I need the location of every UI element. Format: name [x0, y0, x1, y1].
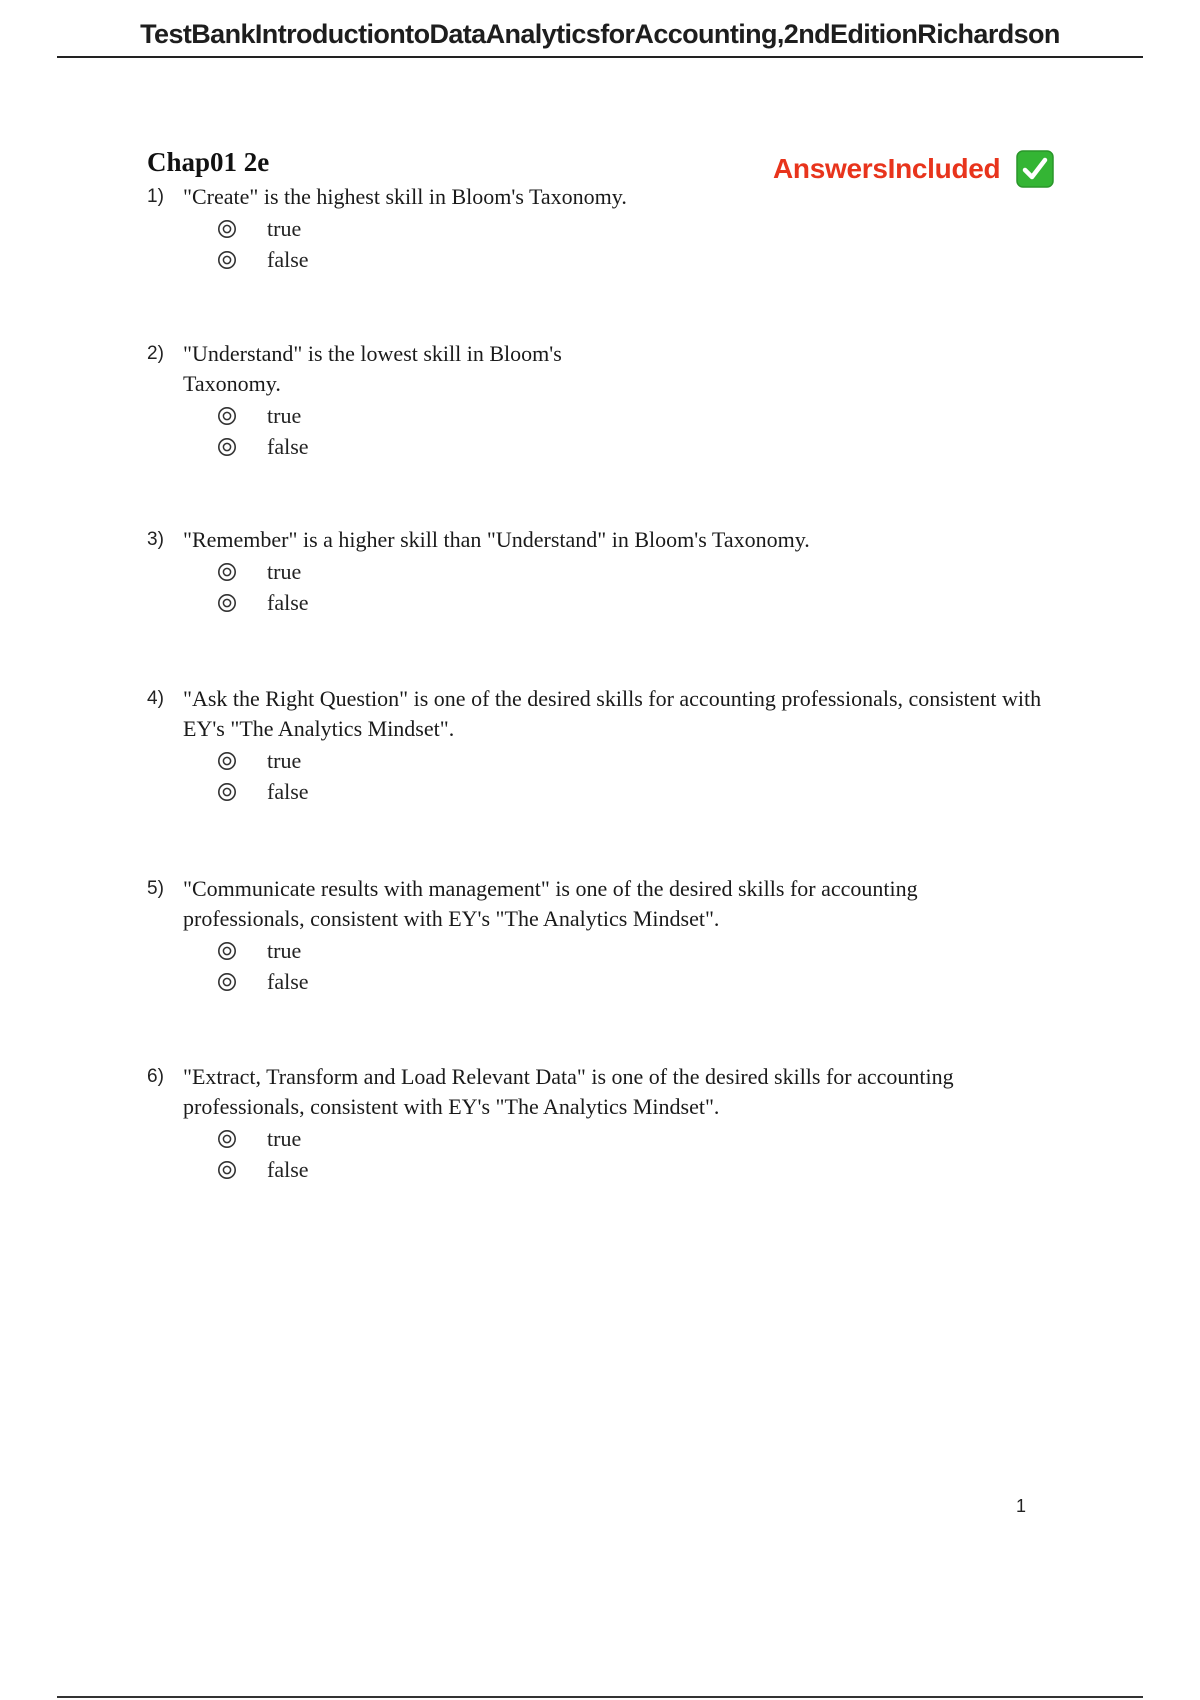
answer-options	[147, 556, 1077, 618]
question-text: "Understand" is the lowest skill in Bloom's Taxonomy.	[183, 341, 562, 396]
radio-button-icon[interactable]	[217, 972, 237, 992]
answer-options	[147, 745, 1077, 807]
option-false[interactable]	[217, 966, 997, 997]
option-true[interactable]	[217, 745, 1077, 776]
question-6	[147, 1062, 1027, 1185]
question-1	[147, 182, 707, 275]
question-stem	[147, 874, 997, 934]
radio-button-icon[interactable]	[217, 593, 237, 613]
radio-button-icon[interactable]	[217, 1160, 237, 1180]
option-false[interactable]	[217, 1154, 1027, 1185]
question-stem	[147, 182, 707, 212]
chapter-title: Chap01 2e	[147, 147, 270, 177]
option-label: true	[267, 747, 302, 773]
option-false[interactable]	[217, 244, 707, 275]
option-true[interactable]	[217, 1123, 1027, 1154]
answer-options	[147, 213, 707, 275]
option-label: false	[267, 1156, 309, 1182]
question-number: 6)	[147, 1066, 164, 1087]
question-2	[147, 339, 617, 462]
radio-button-icon[interactable]	[217, 406, 237, 426]
answers-included-badge	[773, 150, 1054, 188]
document-title: TestBankIntroductiontoDataAnalyticsforAccounting,2ndEditionRichardson	[140, 19, 1060, 49]
option-true[interactable]	[217, 556, 1077, 587]
check-mark-button-icon	[1016, 150, 1054, 188]
option-false[interactable]	[217, 776, 1077, 807]
option-label: false	[267, 246, 309, 272]
question-3	[147, 525, 1077, 618]
option-label: true	[267, 402, 302, 428]
question-text: "Extract, Transform and Load Relevant Data" is one of the desired skills for accounting professionals, consistent with EY's "The Analytics Mindset".	[183, 1064, 954, 1119]
option-true[interactable]	[217, 935, 997, 966]
option-label: false	[267, 968, 309, 994]
question-number: 5)	[147, 878, 164, 899]
answer-options	[147, 400, 617, 462]
question-stem	[147, 339, 617, 399]
radio-button-icon[interactable]	[217, 250, 237, 270]
option-label: false	[267, 433, 309, 459]
question-text: "Remember" is a higher skill than "Understand" in Bloom's Taxonomy.	[183, 527, 810, 552]
question-number: 3)	[147, 529, 164, 550]
option-false[interactable]	[217, 431, 617, 462]
question-text: "Communicate results with management" is one of the desired skills for accounting professionals, consistent with EY's "The Analytics Mindset".	[183, 876, 918, 931]
page-number: 1	[1016, 1496, 1027, 1516]
radio-button-icon[interactable]	[217, 1129, 237, 1149]
option-label: true	[267, 1125, 302, 1151]
option-true[interactable]	[217, 213, 707, 244]
question-text: "Ask the Right Question" is one of the desired skills for accounting professionals, consistent with EY's "The Analytics Mindset".	[183, 686, 1042, 741]
question-4	[147, 684, 1077, 807]
answer-options	[147, 935, 997, 997]
question-number: 2)	[147, 343, 164, 364]
answer-options	[147, 1123, 1027, 1185]
option-true[interactable]	[217, 400, 617, 431]
radio-button-icon[interactable]	[217, 562, 237, 582]
answers-included-text: AnswersIncluded	[773, 153, 1001, 184]
question-number: 4)	[147, 688, 164, 709]
radio-button-icon[interactable]	[217, 219, 237, 239]
radio-button-icon[interactable]	[217, 751, 237, 771]
option-false[interactable]	[217, 587, 1077, 618]
footer-divider	[57, 1696, 1143, 1698]
radio-button-icon[interactable]	[217, 782, 237, 802]
radio-button-icon[interactable]	[217, 941, 237, 961]
option-label: false	[267, 778, 309, 804]
question-stem	[147, 1062, 1027, 1122]
option-label: false	[267, 589, 309, 615]
radio-button-icon[interactable]	[217, 437, 237, 457]
option-label: true	[267, 558, 302, 584]
option-label: true	[267, 215, 302, 241]
question-5	[147, 874, 997, 997]
question-number: 1)	[147, 186, 164, 207]
question-stem	[147, 525, 1077, 555]
option-label: true	[267, 937, 302, 963]
question-stem	[147, 684, 1077, 744]
question-text: "Create" is the highest skill in Bloom's Taxonomy.	[183, 184, 627, 209]
document-header	[57, 16, 1143, 58]
